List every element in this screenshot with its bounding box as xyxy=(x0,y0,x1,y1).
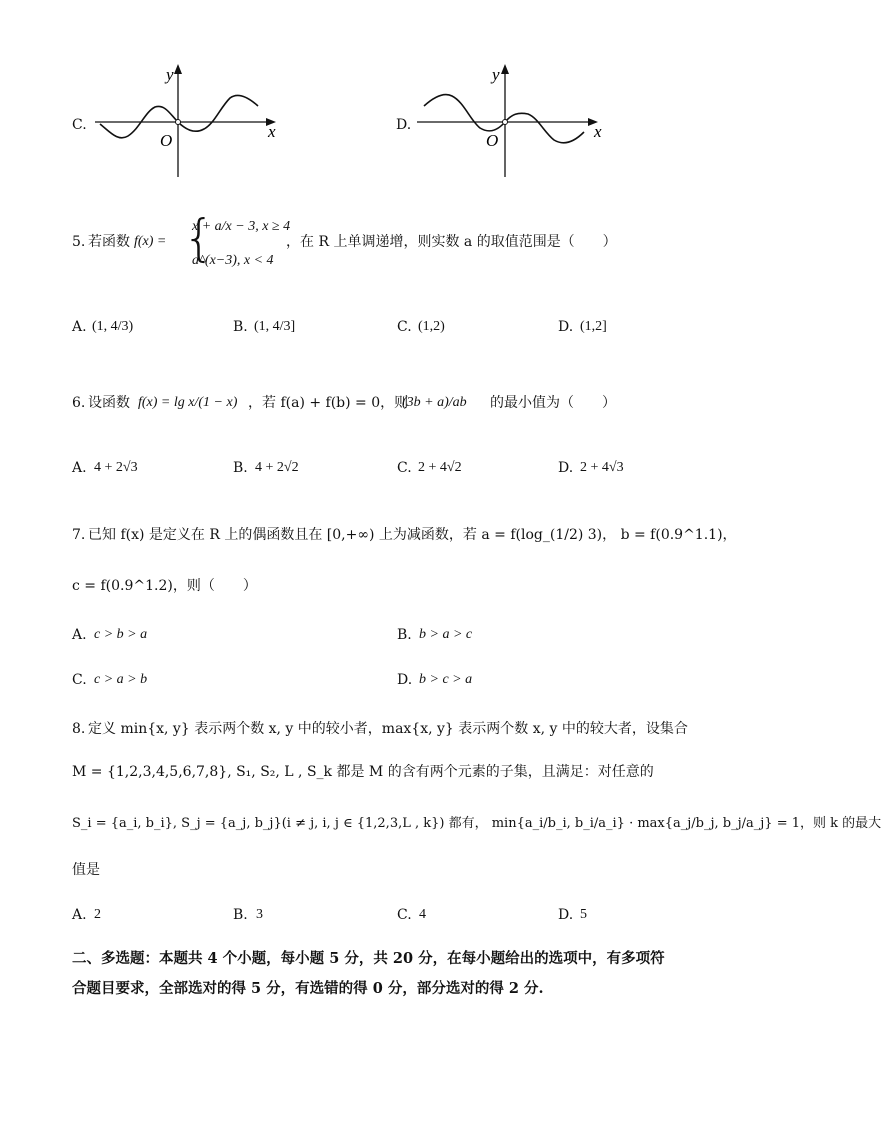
q7-opt-a-label: A. xyxy=(72,627,87,643)
q7-opt-c: c > a > b xyxy=(94,672,148,687)
q8-opt-b-label: B. xyxy=(233,907,248,923)
q8-opt-d: 5 xyxy=(580,907,587,922)
q6-opt-d: 2 + 4√3 xyxy=(580,460,624,475)
q5-opt-a-label: A. xyxy=(72,319,87,335)
q6-opt-c-label: C. xyxy=(397,460,412,476)
q8-line3: S_i = {a_i, b_i}, S_j = {a_j, b_j}(i ≠ j, i, j ∈ {1,2,3,L , k}) 都有， min{a_i/b_i, b_i/a_i} · max{a_j/b_j, b_j/a_j} = 1，则 k 的最大 xyxy=(72,816,881,831)
q5-opt-a: (1, 4/3) xyxy=(92,319,134,334)
q7-opt-d-label: D. xyxy=(397,672,413,688)
q5-opt-b-label: B. xyxy=(233,319,248,335)
axis-x-label: x xyxy=(268,122,276,141)
q6-opt-c: 2 + 4√2 xyxy=(418,460,462,475)
q5-prefix: 若函数 xyxy=(88,234,130,250)
graph-d xyxy=(412,62,612,182)
q8-line2: M = {1,2,3,4,5,6,7,8}, S₁, S₂, L , S_k 都是 M 的含有两个元素的子集，且满足：对任意的 xyxy=(72,764,654,780)
q5-case1: x + a/x − 3, x ≥ 4 xyxy=(192,219,291,234)
q6-suffix: 的最小值为（ ） xyxy=(490,395,616,411)
q7-line2: c = f(0.9^1.2)，则（ ） xyxy=(72,578,257,594)
q5-opt-b: (1, 4/3] xyxy=(254,319,296,334)
q5-f-of-x: f(x) = xyxy=(134,234,167,249)
q8-opt-d-label: D. xyxy=(558,907,574,923)
q6-opt-b: 4 + 2√2 xyxy=(255,460,299,475)
q6-opt-a-label: A. xyxy=(72,460,87,476)
axis-y-label: y xyxy=(492,65,500,84)
graph-c xyxy=(90,62,290,182)
q7-opt-b-label: B. xyxy=(397,627,412,643)
q8-opt-c: 4 xyxy=(419,907,426,922)
y-axis-arrow xyxy=(501,64,509,74)
q8-opt-b: 3 xyxy=(256,907,263,922)
q6-number: 6. xyxy=(72,395,86,411)
q5-opt-d: (1,2] xyxy=(580,319,607,334)
q5-suffix: ，在 R 上单调递增，则实数 a 的取值范围是（ ） xyxy=(286,234,617,250)
q5-number: 5. xyxy=(72,234,86,250)
q7-opt-d: b > c > a xyxy=(419,672,473,687)
q6-prefix: 设函数 xyxy=(88,395,130,411)
q6-opt-a: 4 + 2√3 xyxy=(94,460,138,475)
q7-opt-b: b > a > c xyxy=(419,627,473,642)
q5-opt-c-label: C. xyxy=(397,319,412,335)
q5-brace: { xyxy=(183,209,215,267)
origin-label: O xyxy=(160,131,173,150)
origin-label: O xyxy=(486,131,499,150)
option-c-label: C. xyxy=(72,117,87,133)
curve-c xyxy=(100,95,258,137)
q7-line1: 已知 f(x) 是定义在 R 上的偶函数且在 [0,+∞) 上为减函数，若 a = f(log_(1/2) 3)， b = f(0.9^1.1)， xyxy=(88,527,737,543)
q7-opt-a: c > b > a xyxy=(94,627,148,642)
section2-line2: 合题目要求，全部选对的得 5 分，有选错的得 0 分，部分选对的得 2 分. xyxy=(72,980,544,997)
q6-func: f(x) = lg x/(1 − x) xyxy=(138,395,238,410)
axis-y-label: y xyxy=(166,65,174,84)
q8-number: 8. xyxy=(72,721,86,737)
q5-case2: a^(x−3), x < 4 xyxy=(192,253,274,268)
q5-opt-c: (1,2) xyxy=(418,319,445,334)
q6-expr: (3b + a)/ab xyxy=(402,395,467,410)
q8-opt-a: 2 xyxy=(94,907,101,922)
option-d-label: D. xyxy=(396,117,412,133)
q7-opt-c-label: C. xyxy=(72,672,87,688)
q8-opt-c-label: C. xyxy=(397,907,412,923)
q5-opt-d-label: D. xyxy=(558,319,574,335)
q8-line4: 值是 xyxy=(72,862,100,878)
q6-opt-b-label: B. xyxy=(233,460,248,476)
curve-d xyxy=(424,95,584,143)
axis-x-label: x xyxy=(594,122,602,141)
q8-opt-a-label: A. xyxy=(72,907,87,923)
q7-number: 7. xyxy=(72,527,86,543)
y-axis-arrow xyxy=(174,64,182,74)
q6-opt-d-label: D. xyxy=(558,460,574,476)
q6-cond: ，若 f(a) + f(b) = 0，则 xyxy=(248,395,409,411)
section2-line1: 二、多选题：本题共 4 个小题，每小题 5 分，共 20 分，在每小题给出的选项中，有多项符 xyxy=(72,950,665,967)
q8-line1: 定义 min{x, y} 表示两个数 x, y 中的较小者，max{x, y} 表示两个数 x, y 中的较大者，设集合 xyxy=(88,721,688,737)
